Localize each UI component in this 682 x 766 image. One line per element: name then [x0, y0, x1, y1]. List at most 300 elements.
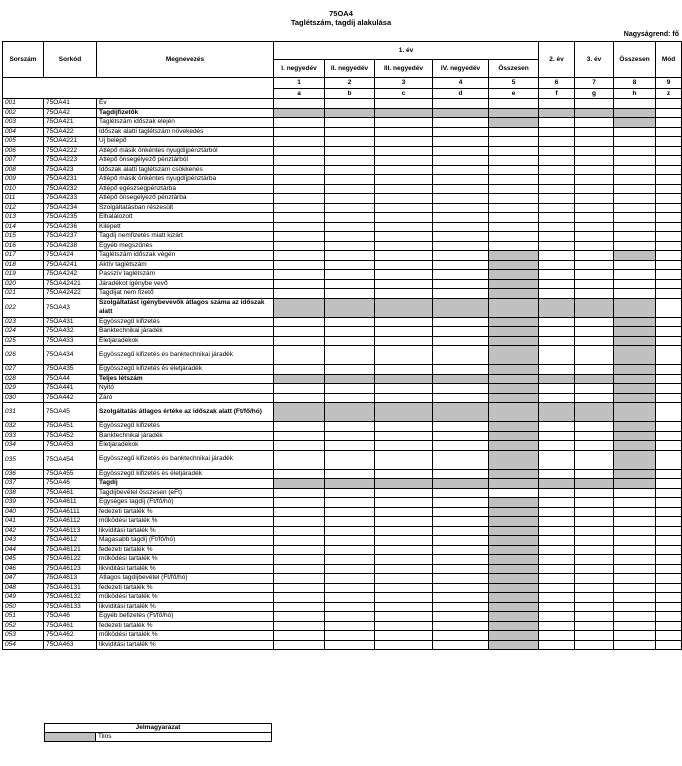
data-cell[interactable]	[656, 146, 682, 156]
data-cell[interactable]	[575, 251, 614, 261]
data-cell[interactable]	[575, 621, 614, 631]
data-cell[interactable]	[375, 450, 433, 469]
data-cell[interactable]	[575, 165, 614, 175]
data-cell[interactable]	[539, 137, 575, 147]
data-cell[interactable]	[325, 194, 375, 204]
data-cell[interactable]	[274, 621, 325, 631]
data-cell[interactable]	[575, 232, 614, 242]
data-cell[interactable]	[539, 260, 575, 270]
data-cell[interactable]	[539, 422, 575, 432]
data-cell[interactable]	[325, 612, 375, 622]
data-cell[interactable]	[539, 498, 575, 508]
data-cell[interactable]	[539, 251, 575, 261]
data-cell[interactable]	[539, 194, 575, 204]
data-cell[interactable]	[656, 289, 682, 299]
data-cell[interactable]	[656, 564, 682, 574]
data-cell[interactable]	[614, 260, 656, 270]
data-cell[interactable]	[325, 640, 375, 650]
data-cell[interactable]	[325, 146, 375, 156]
data-cell[interactable]	[375, 545, 433, 555]
data-cell[interactable]	[433, 384, 489, 394]
data-cell[interactable]	[433, 612, 489, 622]
data-cell[interactable]	[656, 384, 682, 394]
data-cell[interactable]	[375, 289, 433, 299]
data-cell[interactable]	[656, 260, 682, 270]
data-cell[interactable]	[325, 346, 375, 365]
data-cell[interactable]	[274, 612, 325, 622]
data-cell[interactable]	[656, 612, 682, 622]
data-cell[interactable]	[575, 612, 614, 622]
data-cell[interactable]	[614, 156, 656, 166]
data-cell[interactable]	[375, 251, 433, 261]
data-cell[interactable]	[325, 593, 375, 603]
data-cell[interactable]	[274, 184, 325, 194]
data-cell[interactable]	[489, 203, 539, 213]
data-cell[interactable]	[614, 555, 656, 565]
data-cell[interactable]	[614, 488, 656, 498]
data-cell[interactable]	[575, 346, 614, 365]
data-cell[interactable]	[575, 118, 614, 128]
data-cell[interactable]	[656, 555, 682, 565]
data-cell[interactable]	[489, 241, 539, 251]
data-cell[interactable]	[614, 583, 656, 593]
data-cell[interactable]	[433, 469, 489, 479]
data-cell[interactable]	[656, 507, 682, 517]
data-cell[interactable]	[375, 118, 433, 128]
data-cell[interactable]	[375, 127, 433, 137]
data-cell[interactable]	[375, 99, 433, 109]
data-cell[interactable]	[614, 289, 656, 299]
data-cell[interactable]	[375, 574, 433, 584]
data-cell[interactable]	[433, 203, 489, 213]
data-cell[interactable]	[539, 365, 575, 375]
data-cell[interactable]	[614, 564, 656, 574]
data-cell[interactable]	[325, 365, 375, 375]
data-cell[interactable]	[325, 555, 375, 565]
data-cell[interactable]	[375, 260, 433, 270]
data-cell[interactable]	[274, 146, 325, 156]
data-cell[interactable]	[375, 213, 433, 223]
data-cell[interactable]	[433, 488, 489, 498]
data-cell[interactable]	[489, 194, 539, 204]
data-cell[interactable]	[325, 583, 375, 593]
data-cell[interactable]	[489, 488, 539, 498]
data-cell[interactable]	[433, 118, 489, 128]
data-cell[interactable]	[274, 213, 325, 223]
data-cell[interactable]	[375, 336, 433, 346]
data-cell[interactable]	[539, 232, 575, 242]
data-cell[interactable]	[614, 526, 656, 536]
data-cell[interactable]	[656, 536, 682, 546]
data-cell[interactable]	[274, 583, 325, 593]
data-cell[interactable]	[325, 156, 375, 166]
data-cell[interactable]	[274, 251, 325, 261]
data-cell[interactable]	[539, 336, 575, 346]
data-cell[interactable]	[575, 545, 614, 555]
data-cell[interactable]	[433, 507, 489, 517]
data-cell[interactable]	[375, 165, 433, 175]
data-cell[interactable]	[539, 99, 575, 109]
data-cell[interactable]	[274, 564, 325, 574]
data-cell[interactable]	[656, 241, 682, 251]
data-cell[interactable]	[433, 393, 489, 403]
data-cell[interactable]	[274, 365, 325, 375]
data-cell[interactable]	[274, 450, 325, 469]
data-cell[interactable]	[274, 241, 325, 251]
data-cell[interactable]	[656, 270, 682, 280]
data-cell[interactable]	[575, 317, 614, 327]
data-cell[interactable]	[614, 232, 656, 242]
data-cell[interactable]	[539, 631, 575, 641]
data-cell[interactable]	[539, 640, 575, 650]
data-cell[interactable]	[433, 327, 489, 337]
data-cell[interactable]	[325, 574, 375, 584]
data-cell[interactable]	[274, 279, 325, 289]
data-cell[interactable]	[433, 317, 489, 327]
data-cell[interactable]	[656, 365, 682, 375]
data-cell[interactable]	[614, 165, 656, 175]
data-cell[interactable]	[539, 507, 575, 517]
data-cell[interactable]	[539, 165, 575, 175]
data-cell[interactable]	[539, 526, 575, 536]
data-cell[interactable]	[656, 346, 682, 365]
data-cell[interactable]	[375, 507, 433, 517]
data-cell[interactable]	[325, 564, 375, 574]
data-cell[interactable]	[489, 156, 539, 166]
data-cell[interactable]	[274, 194, 325, 204]
data-cell[interactable]	[274, 127, 325, 137]
data-cell[interactable]	[656, 450, 682, 469]
data-cell[interactable]	[656, 517, 682, 527]
data-cell[interactable]	[614, 612, 656, 622]
data-cell[interactable]	[539, 602, 575, 612]
data-cell[interactable]	[433, 213, 489, 223]
data-cell[interactable]	[656, 203, 682, 213]
data-cell[interactable]	[433, 146, 489, 156]
data-cell[interactable]	[433, 336, 489, 346]
data-cell[interactable]	[274, 327, 325, 337]
data-cell[interactable]	[539, 564, 575, 574]
data-cell[interactable]	[656, 441, 682, 451]
data-cell[interactable]	[656, 374, 682, 384]
data-cell[interactable]	[325, 545, 375, 555]
data-cell[interactable]	[614, 621, 656, 631]
data-cell[interactable]	[575, 469, 614, 479]
data-cell[interactable]	[433, 251, 489, 261]
data-cell[interactable]	[375, 441, 433, 451]
data-cell[interactable]	[539, 213, 575, 223]
data-cell[interactable]	[539, 317, 575, 327]
data-cell[interactable]	[656, 469, 682, 479]
data-cell[interactable]	[375, 270, 433, 280]
data-cell[interactable]	[539, 574, 575, 584]
data-cell[interactable]	[614, 593, 656, 603]
data-cell[interactable]	[539, 175, 575, 185]
data-cell[interactable]	[325, 488, 375, 498]
data-cell[interactable]	[656, 222, 682, 232]
data-cell[interactable]	[575, 194, 614, 204]
data-cell[interactable]	[375, 393, 433, 403]
data-cell[interactable]	[575, 336, 614, 346]
data-cell[interactable]	[375, 431, 433, 441]
data-cell[interactable]	[575, 203, 614, 213]
data-cell[interactable]	[539, 555, 575, 565]
data-cell[interactable]	[375, 602, 433, 612]
data-cell[interactable]	[656, 498, 682, 508]
data-cell[interactable]	[274, 631, 325, 641]
data-cell[interactable]	[489, 127, 539, 137]
data-cell[interactable]	[539, 488, 575, 498]
data-cell[interactable]	[433, 555, 489, 565]
data-cell[interactable]	[375, 631, 433, 641]
data-cell[interactable]	[575, 213, 614, 223]
data-cell[interactable]	[614, 279, 656, 289]
data-cell[interactable]	[575, 222, 614, 232]
data-cell[interactable]	[539, 517, 575, 527]
data-cell[interactable]	[539, 431, 575, 441]
data-cell[interactable]	[375, 564, 433, 574]
data-cell[interactable]	[274, 393, 325, 403]
data-cell[interactable]	[325, 517, 375, 527]
data-cell[interactable]	[375, 517, 433, 527]
data-cell[interactable]	[433, 184, 489, 194]
data-cell[interactable]	[433, 583, 489, 593]
data-cell[interactable]	[325, 118, 375, 128]
data-cell[interactable]	[375, 526, 433, 536]
data-cell[interactable]	[325, 450, 375, 469]
data-cell[interactable]	[489, 184, 539, 194]
data-cell[interactable]	[656, 479, 682, 489]
data-cell[interactable]	[614, 631, 656, 641]
data-cell[interactable]	[375, 583, 433, 593]
data-cell[interactable]	[375, 346, 433, 365]
data-cell[interactable]	[433, 602, 489, 612]
data-cell[interactable]	[325, 251, 375, 261]
data-cell[interactable]	[575, 574, 614, 584]
data-cell[interactable]	[433, 99, 489, 109]
data-cell[interactable]	[575, 241, 614, 251]
data-cell[interactable]	[274, 317, 325, 327]
data-cell[interactable]	[539, 146, 575, 156]
data-cell[interactable]	[274, 165, 325, 175]
data-cell[interactable]	[433, 165, 489, 175]
data-cell[interactable]	[325, 203, 375, 213]
data-cell[interactable]	[375, 593, 433, 603]
data-cell[interactable]	[614, 146, 656, 156]
data-cell[interactable]	[325, 213, 375, 223]
data-cell[interactable]	[656, 640, 682, 650]
data-cell[interactable]	[575, 507, 614, 517]
data-cell[interactable]	[274, 517, 325, 527]
data-cell[interactable]	[375, 146, 433, 156]
data-cell[interactable]	[375, 137, 433, 147]
data-cell[interactable]	[489, 213, 539, 223]
data-cell[interactable]	[575, 422, 614, 432]
data-cell[interactable]	[489, 146, 539, 156]
data-cell[interactable]	[489, 165, 539, 175]
data-cell[interactable]	[656, 602, 682, 612]
data-cell[interactable]	[375, 498, 433, 508]
data-cell[interactable]	[433, 289, 489, 299]
data-cell[interactable]	[614, 127, 656, 137]
data-cell[interactable]	[274, 488, 325, 498]
data-cell[interactable]	[656, 593, 682, 603]
data-cell[interactable]	[325, 602, 375, 612]
data-cell[interactable]	[575, 536, 614, 546]
data-cell[interactable]	[375, 612, 433, 622]
data-cell[interactable]	[375, 384, 433, 394]
data-cell[interactable]	[539, 593, 575, 603]
data-cell[interactable]	[539, 241, 575, 251]
data-cell[interactable]	[274, 422, 325, 432]
data-cell[interactable]	[575, 488, 614, 498]
data-cell[interactable]	[325, 336, 375, 346]
data-cell[interactable]	[375, 156, 433, 166]
data-cell[interactable]	[433, 346, 489, 365]
data-cell[interactable]	[433, 422, 489, 432]
data-cell[interactable]	[433, 498, 489, 508]
data-cell[interactable]	[614, 536, 656, 546]
data-cell[interactable]	[274, 545, 325, 555]
data-cell[interactable]	[575, 175, 614, 185]
data-cell[interactable]	[575, 127, 614, 137]
data-cell[interactable]	[614, 175, 656, 185]
data-cell[interactable]	[539, 184, 575, 194]
data-cell[interactable]	[433, 431, 489, 441]
data-cell[interactable]	[656, 488, 682, 498]
data-cell[interactable]	[274, 336, 325, 346]
data-cell[interactable]	[575, 526, 614, 536]
data-cell[interactable]	[274, 384, 325, 394]
data-cell[interactable]	[433, 536, 489, 546]
data-cell[interactable]	[433, 279, 489, 289]
data-cell[interactable]	[325, 536, 375, 546]
data-cell[interactable]	[575, 555, 614, 565]
data-cell[interactable]	[575, 137, 614, 147]
data-cell[interactable]	[274, 498, 325, 508]
data-cell[interactable]	[325, 175, 375, 185]
data-cell[interactable]	[325, 184, 375, 194]
data-cell[interactable]	[274, 602, 325, 612]
data-cell[interactable]	[539, 327, 575, 337]
data-cell[interactable]	[614, 270, 656, 280]
data-cell[interactable]	[325, 127, 375, 137]
data-cell[interactable]	[375, 203, 433, 213]
data-cell[interactable]	[575, 184, 614, 194]
data-cell[interactable]	[656, 393, 682, 403]
data-cell[interactable]	[656, 137, 682, 147]
data-cell[interactable]	[325, 526, 375, 536]
data-cell[interactable]	[614, 498, 656, 508]
data-cell[interactable]	[614, 137, 656, 147]
data-cell[interactable]	[489, 137, 539, 147]
data-cell[interactable]	[539, 545, 575, 555]
data-cell[interactable]	[433, 621, 489, 631]
data-cell[interactable]	[489, 222, 539, 232]
data-cell[interactable]	[539, 393, 575, 403]
data-cell[interactable]	[614, 194, 656, 204]
data-cell[interactable]	[325, 222, 375, 232]
data-cell[interactable]	[274, 203, 325, 213]
data-cell[interactable]	[614, 222, 656, 232]
data-cell[interactable]	[375, 194, 433, 204]
data-cell[interactable]	[325, 384, 375, 394]
data-cell[interactable]	[325, 431, 375, 441]
data-cell[interactable]	[325, 241, 375, 251]
data-cell[interactable]	[433, 127, 489, 137]
data-cell[interactable]	[433, 260, 489, 270]
data-cell[interactable]	[375, 317, 433, 327]
data-cell[interactable]	[433, 526, 489, 536]
data-cell[interactable]	[274, 346, 325, 365]
data-cell[interactable]	[325, 289, 375, 299]
data-cell[interactable]	[656, 156, 682, 166]
data-cell[interactable]	[375, 327, 433, 337]
data-cell[interactable]	[375, 469, 433, 479]
data-cell[interactable]	[375, 536, 433, 546]
data-cell[interactable]	[325, 422, 375, 432]
data-cell[interactable]	[375, 184, 433, 194]
data-cell[interactable]	[656, 108, 682, 118]
data-cell[interactable]	[375, 365, 433, 375]
data-cell[interactable]	[274, 640, 325, 650]
data-cell[interactable]	[325, 165, 375, 175]
data-cell[interactable]	[539, 384, 575, 394]
data-cell[interactable]	[274, 175, 325, 185]
data-cell[interactable]	[575, 279, 614, 289]
data-cell[interactable]	[575, 393, 614, 403]
data-cell[interactable]	[539, 346, 575, 365]
data-cell[interactable]	[433, 156, 489, 166]
data-cell[interactable]	[575, 583, 614, 593]
data-cell[interactable]	[325, 232, 375, 242]
data-cell[interactable]	[325, 137, 375, 147]
data-cell[interactable]	[539, 118, 575, 128]
data-cell[interactable]	[575, 631, 614, 641]
data-cell[interactable]	[325, 631, 375, 641]
data-cell[interactable]	[325, 621, 375, 631]
data-cell[interactable]	[375, 232, 433, 242]
data-cell[interactable]	[375, 621, 433, 631]
data-cell[interactable]	[575, 270, 614, 280]
data-cell[interactable]	[575, 156, 614, 166]
data-cell[interactable]	[375, 488, 433, 498]
data-cell[interactable]	[274, 156, 325, 166]
data-cell[interactable]	[656, 194, 682, 204]
data-cell[interactable]	[575, 517, 614, 527]
data-cell[interactable]	[575, 384, 614, 394]
data-cell[interactable]	[433, 175, 489, 185]
data-cell[interactable]	[656, 127, 682, 137]
data-cell[interactable]	[274, 469, 325, 479]
data-cell[interactable]	[614, 574, 656, 584]
data-cell[interactable]	[274, 536, 325, 546]
data-cell[interactable]	[575, 498, 614, 508]
data-cell[interactable]	[274, 137, 325, 147]
data-cell[interactable]	[433, 270, 489, 280]
data-cell[interactable]	[489, 232, 539, 242]
data-cell[interactable]	[614, 602, 656, 612]
data-cell[interactable]	[575, 564, 614, 574]
data-cell[interactable]	[375, 555, 433, 565]
data-cell[interactable]	[433, 564, 489, 574]
data-cell[interactable]	[274, 507, 325, 517]
data-cell[interactable]	[375, 279, 433, 289]
data-cell[interactable]	[575, 431, 614, 441]
data-cell[interactable]	[614, 507, 656, 517]
data-cell[interactable]	[539, 612, 575, 622]
data-cell[interactable]	[614, 184, 656, 194]
